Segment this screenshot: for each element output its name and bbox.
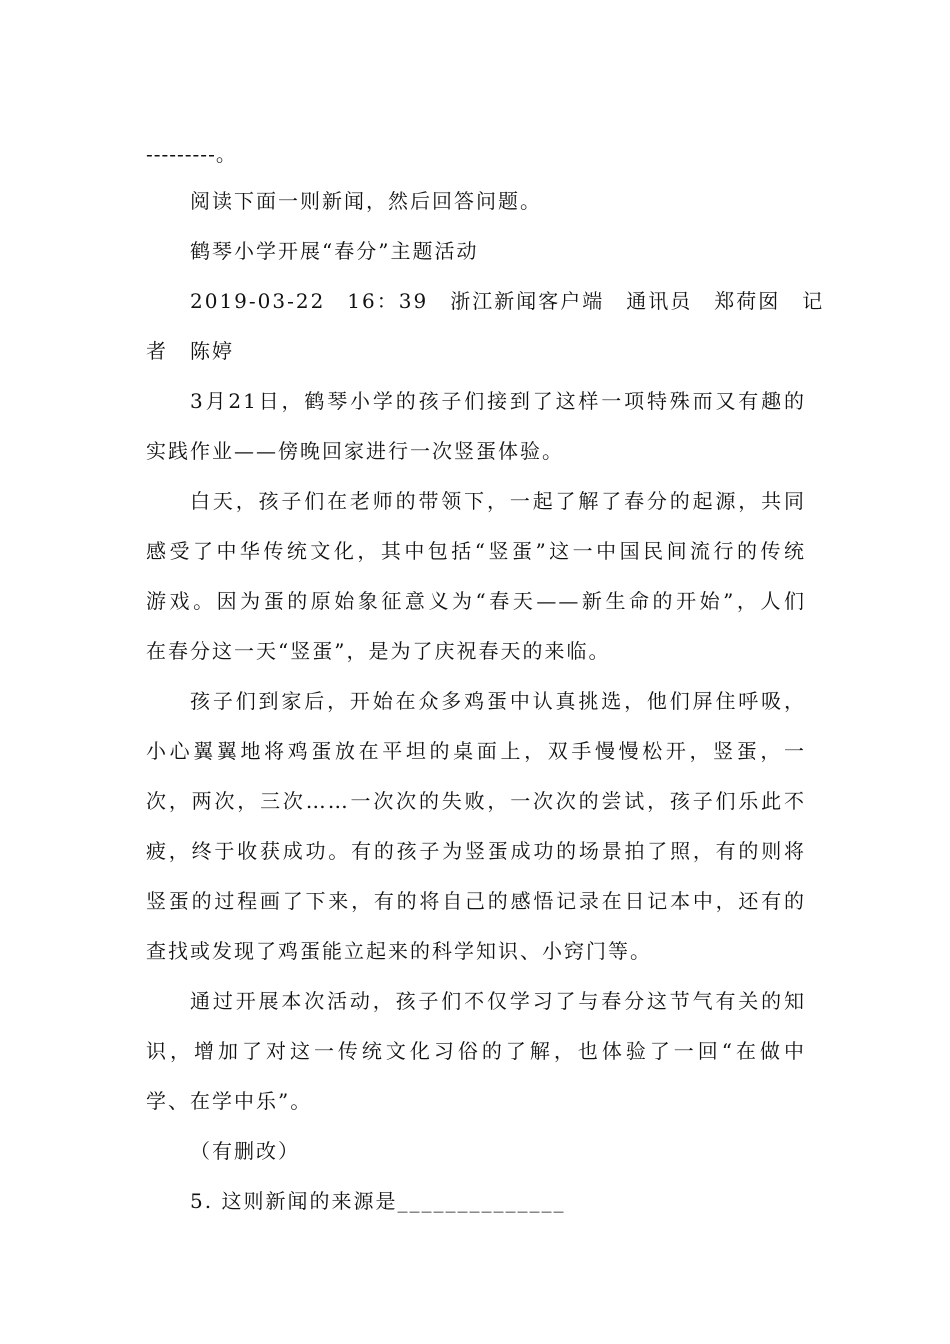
paragraph-3-line-3: 次，两次，三次……一次次的失败，一次次的尝试，孩子们乐此不 [146,789,806,813]
paragraph-2-line-1: 白天，孩子们在老师的带领下，一起了解了春分的起源，共同 [190,489,806,513]
paragraph-1-line-1: 3月21日，鹤琴小学的孩子们接到了这样一项特殊而又有趣的 [190,389,806,413]
news-byline-line-2: 者 陈婷 [146,339,234,363]
paragraph-4-line-2: 识，增加了对这一传统文化习俗的了解，也体验了一回“在做中 [146,1039,806,1063]
paragraph-3-line-1: 孩子们到家后，开始在众多鸡蛋中认真挑选，他们屏住呼吸， [190,689,806,713]
reading-instruction: 阅读下面一则新闻，然后回答问题。 [190,189,542,213]
paragraph-2-line-4: 在春分这一天“竖蛋”，是为了庆祝春天的来临。 [146,639,611,663]
paragraph-4-line-3: 学、在学中乐”。 [146,1089,313,1113]
news-byline-line-1: 2019-03-22 16：39 浙江新闻客户端 通讯员 郑荷囡 记 [190,289,825,313]
paragraph-2-line-2: 感受了中华传统文化，其中包括“竖蛋”这一中国民间流行的传统 [146,539,806,563]
paragraph-3-line-4: 疲，终于收获成功。有的孩子为竖蛋成功的场景拍了照，有的则将 [146,839,806,863]
paragraph-1-line-2: 实践作业——傍晚回家进行一次竖蛋体验。 [146,439,564,463]
paragraph-4-line-1: 通过开展本次活动，孩子们不仅学习了与春分这节气有关的知 [190,989,806,1013]
question-5: 5. 这则新闻的来源是______________ [190,1189,566,1213]
paragraph-3-line-6: 查找或发现了鸡蛋能立起来的科学知识、小窍门等。 [146,939,652,963]
news-headline: 鹤琴小学开展“春分”主题活动 [190,239,479,263]
paragraph-3-line-2: 小心翼翼地将鸡蛋放在平坦的桌面上，双手慢慢松开，竖蛋，一 [146,739,806,763]
paragraph-3-line-5: 竖蛋的过程画了下来，有的将自己的感悟记录在日记本中，还有的 [146,889,806,913]
edited-note: （有删改） [190,1139,300,1163]
paragraph-2-line-3: 游戏。因为蛋的原始象征意义为“春天——新生命的开始”，人们 [146,589,806,613]
answer-blank-line: ---------。 [146,142,237,166]
